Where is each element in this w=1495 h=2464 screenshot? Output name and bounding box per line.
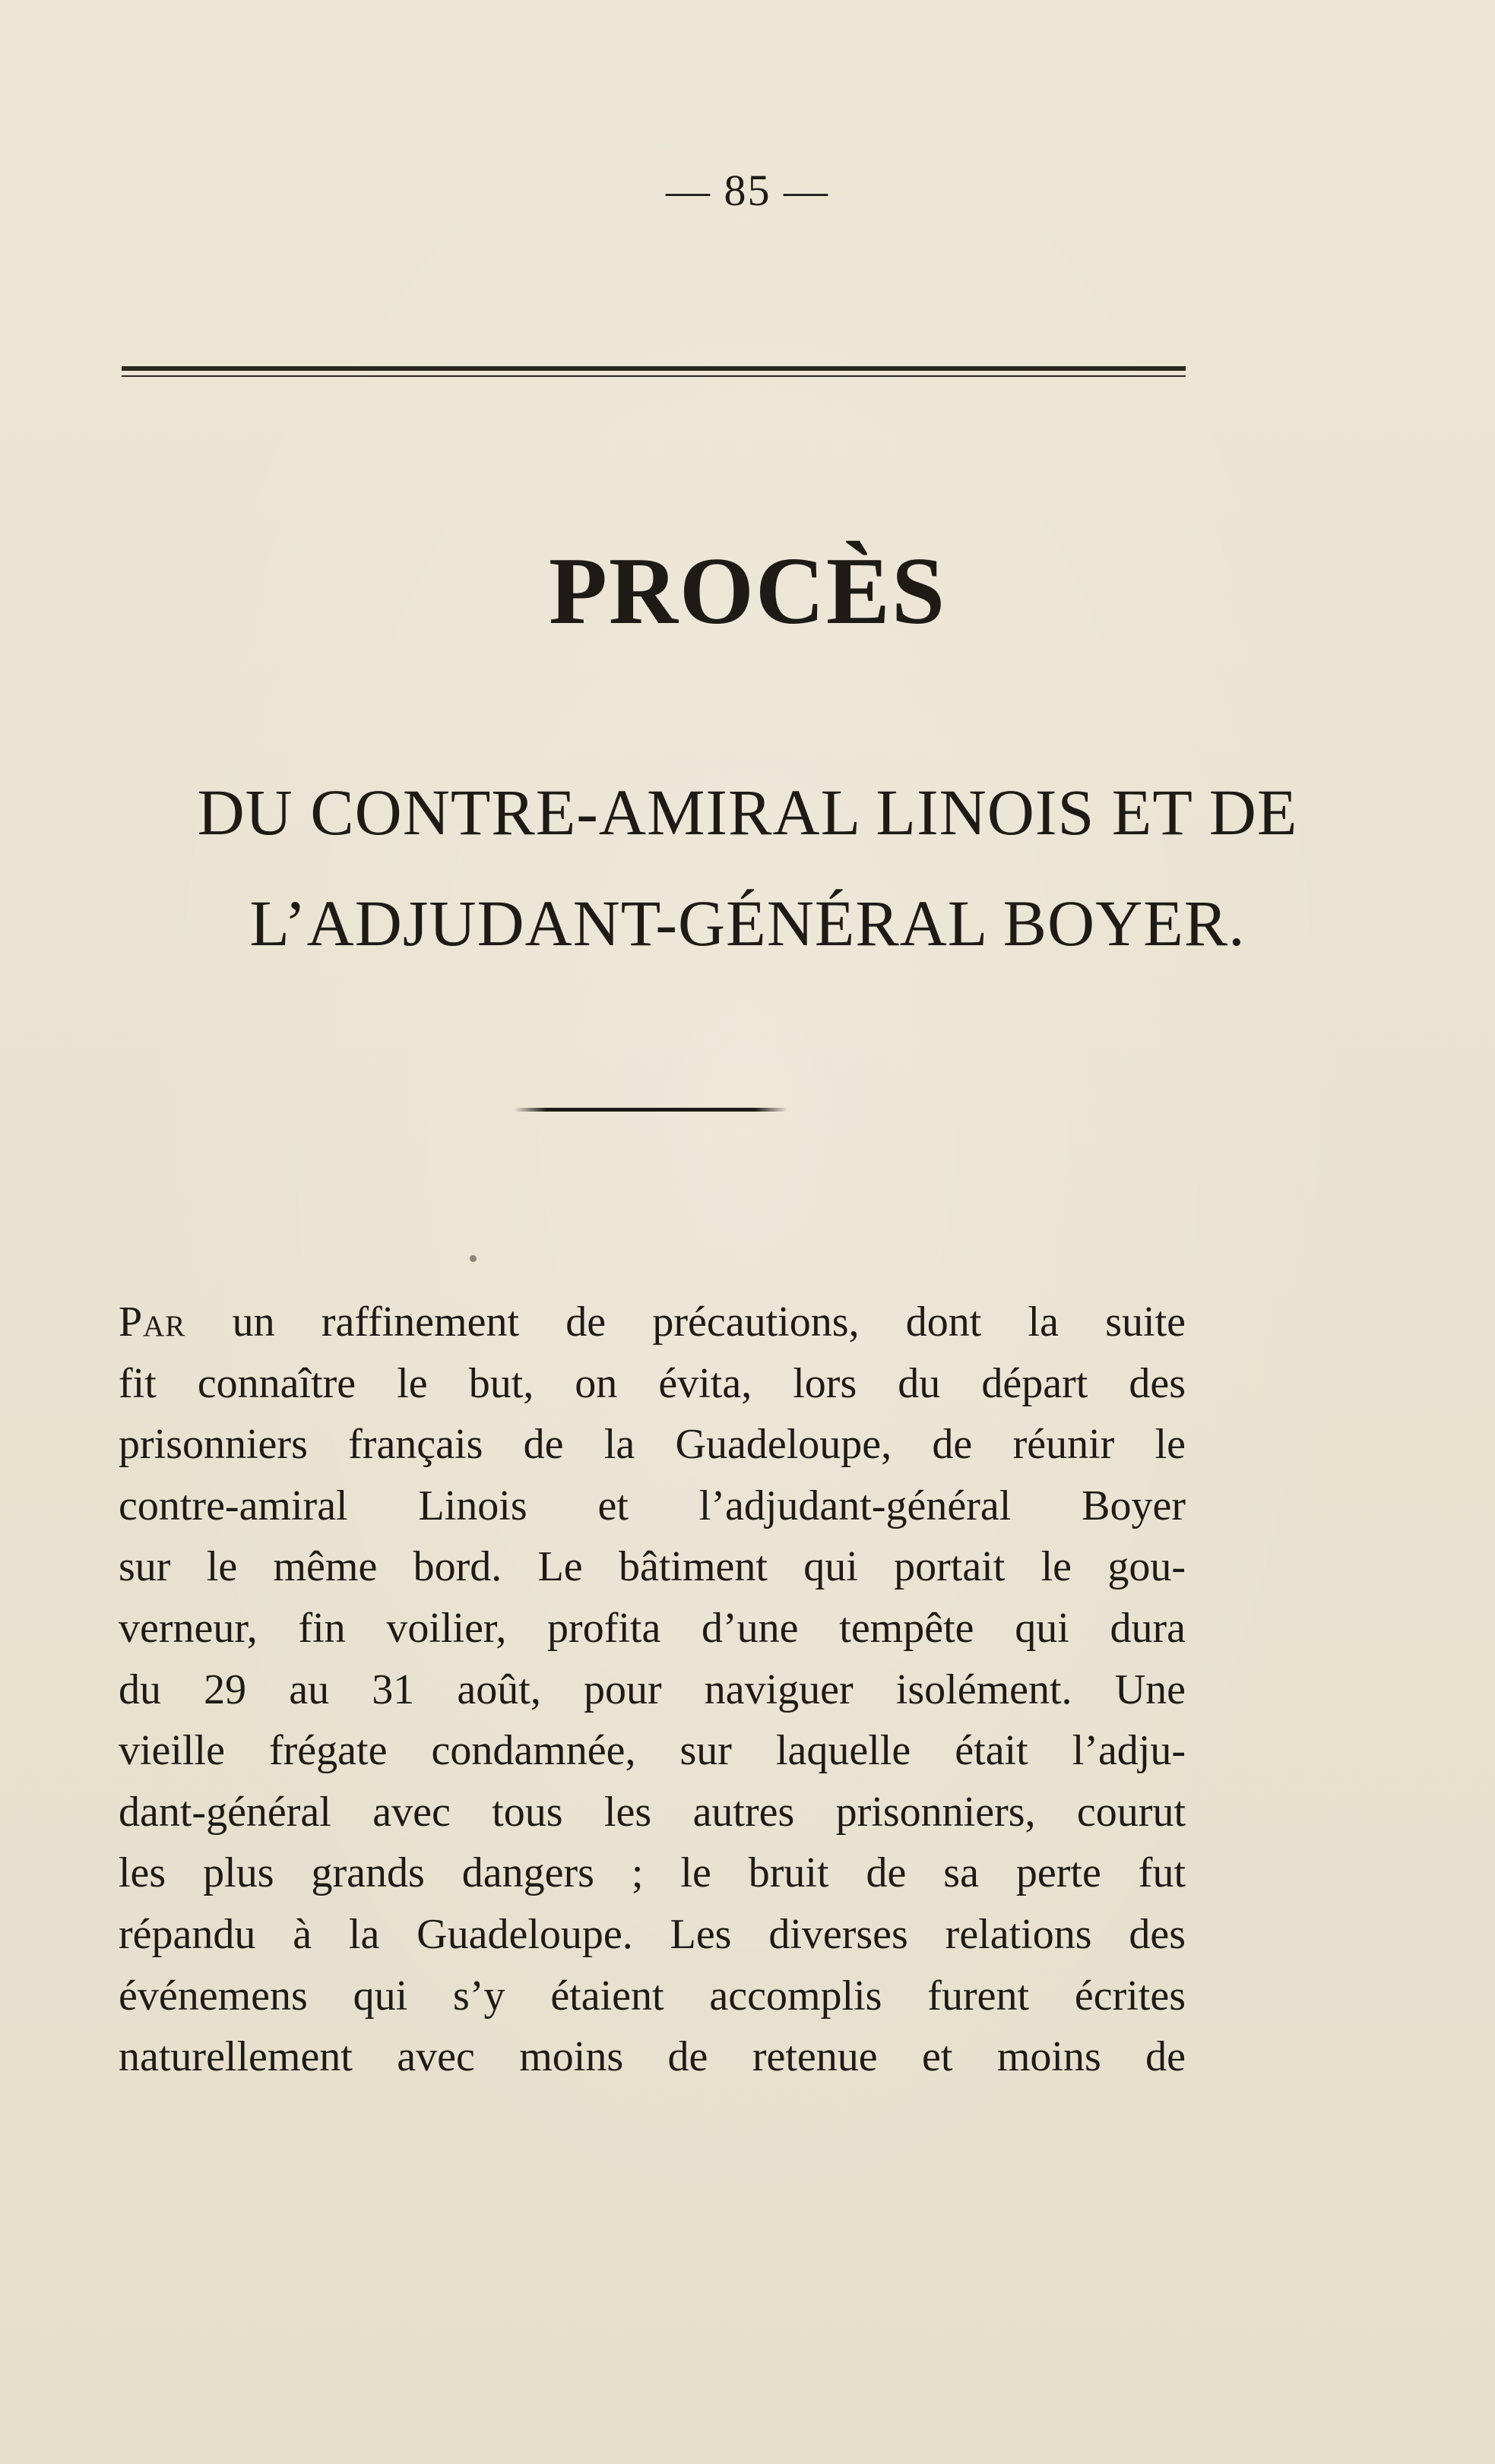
header-double-rule (122, 366, 1186, 377)
body-line: les plus grands dangers ; le bruit de sa perte fut (119, 1849, 1186, 1897)
body-paragraph (119, 1292, 1186, 2088)
lead-word-small-caps: Par (119, 1298, 186, 1346)
chapter-subtitle-line-2: L’ADJUDANT-GÉNÉRAL BOYER. (249, 887, 1246, 960)
body-line: verneur, fin voilier, profita d’une tempête qui dura (119, 1604, 1186, 1652)
print-speck (470, 1255, 477, 1262)
body-line: événemens qui s’y étaient accomplis furent écrites (119, 1972, 1186, 2020)
body-line (119, 1292, 1186, 1353)
chapter-title: PROCÈS (548, 539, 947, 644)
body-line: fit connaître le but, on évita, lors du départ des (119, 1359, 1186, 1407)
body-line: dant-général avec tous les autres prisonniers, courut (119, 1788, 1186, 1836)
body-line: vieille frégate condamnée, sur laquelle était l’adju- (119, 1727, 1186, 1775)
body-line: du 29 au 31 août, pour naviguer isolément. Une (119, 1665, 1186, 1713)
body-line: sur le même bord. Le bâtiment qui portait le gou- (119, 1543, 1186, 1591)
body-line: contre-amiral Linois et l’adjudant-général Boyer (119, 1482, 1186, 1529)
body-line: prisonniers français de la Guadeloupe, de réunir le (119, 1421, 1186, 1469)
body-line: répandu à la Guadeloupe. Les diverses relations des (119, 1910, 1186, 1958)
body-line-text: un raffinement de précautions, dont la suite (185, 1298, 1186, 1346)
page-number: — 85 — (666, 166, 829, 215)
body-line: naturellement avec moins de retenue et moins de (119, 2033, 1186, 2081)
chapter-subtitle-line-1: DU CONTRE-AMIRAL LINOIS ET DE (197, 776, 1298, 849)
section-divider-rule (514, 1108, 787, 1112)
